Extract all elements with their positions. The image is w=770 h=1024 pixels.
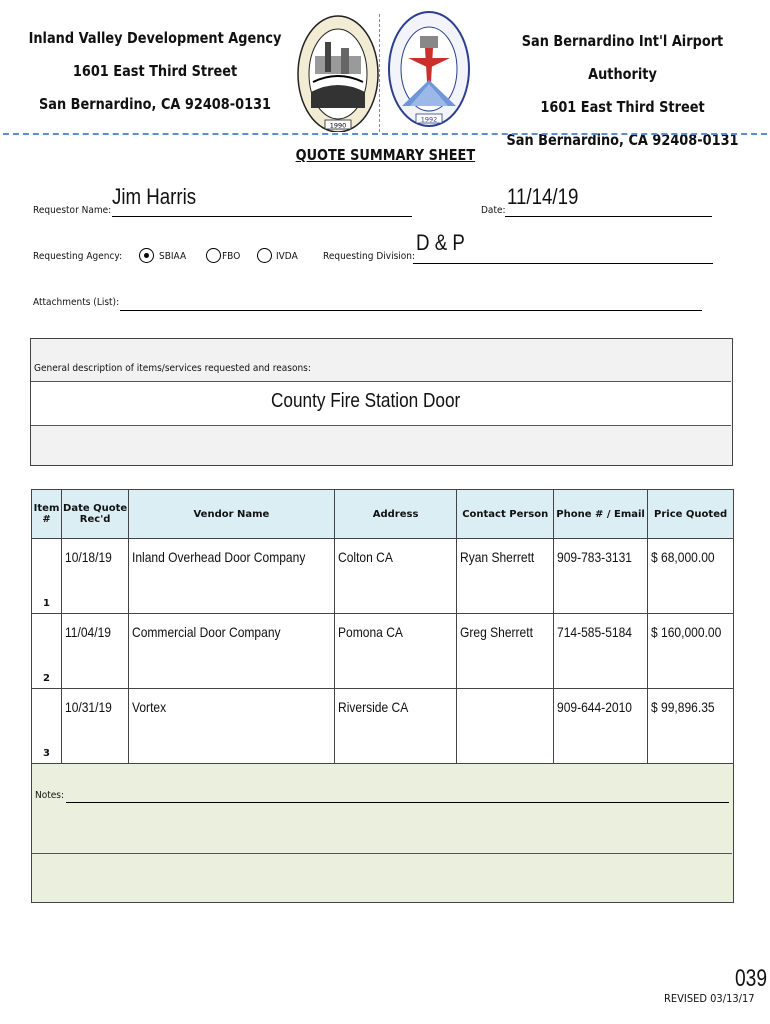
fbo-option-label: FBO	[222, 251, 241, 262]
phone-cell[interactable]	[553, 539, 647, 614]
vendor-text: Vortex	[132, 699, 167, 715]
requestor-field[interactable]	[112, 184, 412, 217]
description-label: General description of items/services requested and reasons:	[34, 363, 311, 374]
header-contact: Contact Person	[457, 490, 553, 539]
date-cell[interactable]	[62, 614, 129, 689]
division-value: D & P	[416, 230, 465, 255]
right-org-street: 1601 East Third Street	[540, 98, 705, 116]
date-field[interactable]	[505, 184, 712, 217]
header-separator	[3, 133, 767, 135]
notes-label: Notes:	[35, 790, 65, 801]
price-cell[interactable]	[648, 614, 734, 689]
vendor-cell[interactable]	[129, 614, 335, 689]
date-text: 10/18/19	[65, 549, 112, 565]
header-price: Price Quoted	[648, 490, 734, 539]
division-label: Requesting Division:	[323, 251, 416, 262]
price-text: $ 68,000.00	[651, 549, 715, 565]
phone-cell[interactable]	[553, 614, 647, 689]
price-cell[interactable]	[648, 539, 734, 614]
fbo-radio[interactable]	[206, 248, 221, 263]
svg-text:1990: 1990	[329, 121, 347, 130]
attachments-field[interactable]	[120, 292, 702, 311]
vendor-cell[interactable]	[129, 539, 335, 614]
address-text: Pomona CA	[337, 624, 403, 640]
table-row	[32, 614, 734, 689]
address-cell[interactable]	[334, 689, 457, 764]
address-text: Colton CA	[337, 549, 393, 565]
right-org-name: San Bernardino Int'l Airport Authority	[521, 32, 724, 83]
description-value-2	[31, 430, 34, 438]
price-text: $ 160,000.00	[651, 624, 722, 640]
header-item: Item #	[32, 490, 62, 539]
price-cell[interactable]	[648, 689, 734, 764]
left-org-name: Inland Valley Development Agency	[28, 29, 282, 47]
item-number-cell: 1	[32, 539, 62, 614]
right-org-block	[487, 25, 758, 157]
date-text: 11/04/19	[65, 624, 112, 640]
quotes-table	[31, 489, 734, 764]
form-title-wrap	[0, 146, 770, 165]
form-title: QUOTE SUMMARY SHEET	[295, 146, 475, 164]
attachments-label: Attachments (List):	[33, 297, 120, 308]
header-vendor: Vendor Name	[129, 490, 335, 539]
contact-cell[interactable]	[457, 689, 553, 764]
phone-text: 909-783-3131	[556, 549, 632, 565]
date-text: 10/31/19	[65, 699, 112, 715]
ivda-seal-logo	[297, 8, 379, 132]
address-cell[interactable]	[334, 539, 457, 614]
date-label: Date:	[481, 205, 506, 216]
requestor-value: Jim Harris	[112, 184, 197, 209]
right-org-city: San Bernardino, CA 92408-0131	[506, 131, 739, 149]
left-org-block	[22, 22, 289, 121]
table-row	[32, 539, 734, 614]
description-value: County Fire Station Door	[270, 390, 461, 412]
date-cell[interactable]	[62, 689, 129, 764]
notes-box	[31, 763, 734, 903]
svg-text:1992: 1992	[420, 115, 438, 124]
phone-cell[interactable]	[553, 689, 647, 764]
notes-divider	[32, 853, 732, 854]
agency-label: Requesting Agency:	[33, 251, 123, 262]
description-line-1[interactable]	[31, 381, 731, 426]
left-org-city: San Bernardino, CA 92408-0131	[38, 95, 272, 113]
ivda-radio[interactable]	[257, 248, 272, 263]
description-line-2[interactable]	[31, 425, 731, 463]
sbiaa-option-label: SBIAA	[159, 251, 187, 262]
table-header-row	[32, 490, 734, 539]
requestor-label: Requestor Name:	[33, 205, 112, 216]
header-date: Date Quote Rec'd	[62, 490, 129, 539]
sbiaa-radio[interactable]	[139, 248, 154, 263]
date-cell[interactable]	[62, 539, 129, 614]
item-number-cell: 3	[32, 689, 62, 764]
division-field[interactable]	[413, 232, 713, 264]
contact-text: Ryan Sherrett	[460, 549, 535, 565]
address-text: Riverside CA	[337, 699, 408, 715]
table-row	[32, 689, 734, 764]
date-value: 11/14/19	[507, 184, 579, 209]
contact-text: Greg Sherrett	[460, 624, 534, 640]
revised-date: REVISED 03/13/17	[664, 992, 755, 1005]
vendor-text: Commercial Door Company	[132, 624, 281, 640]
left-org-street: 1601 East Third Street	[72, 62, 238, 80]
page-number: 039	[735, 965, 768, 992]
phone-text: 909-644-2010	[556, 699, 632, 715]
notes-field[interactable]	[66, 802, 729, 803]
phone-text: 714-585-5184	[556, 624, 632, 640]
header-phone: Phone # / Email	[553, 490, 647, 539]
vendor-text: Inland Overhead Door Company	[132, 549, 306, 565]
description-box	[30, 338, 733, 466]
price-text: $ 99,896.35	[651, 699, 715, 715]
address-cell[interactable]	[334, 614, 457, 689]
ivda-option-label: IVDA	[276, 251, 298, 262]
vendor-cell[interactable]	[129, 689, 335, 764]
header-address: Address	[334, 490, 457, 539]
contact-cell[interactable]	[457, 614, 553, 689]
sbiaa-seal-logo	[388, 10, 470, 128]
contact-cell[interactable]	[457, 539, 553, 614]
seal-divider	[379, 14, 380, 132]
item-number-cell: 2	[32, 614, 62, 689]
